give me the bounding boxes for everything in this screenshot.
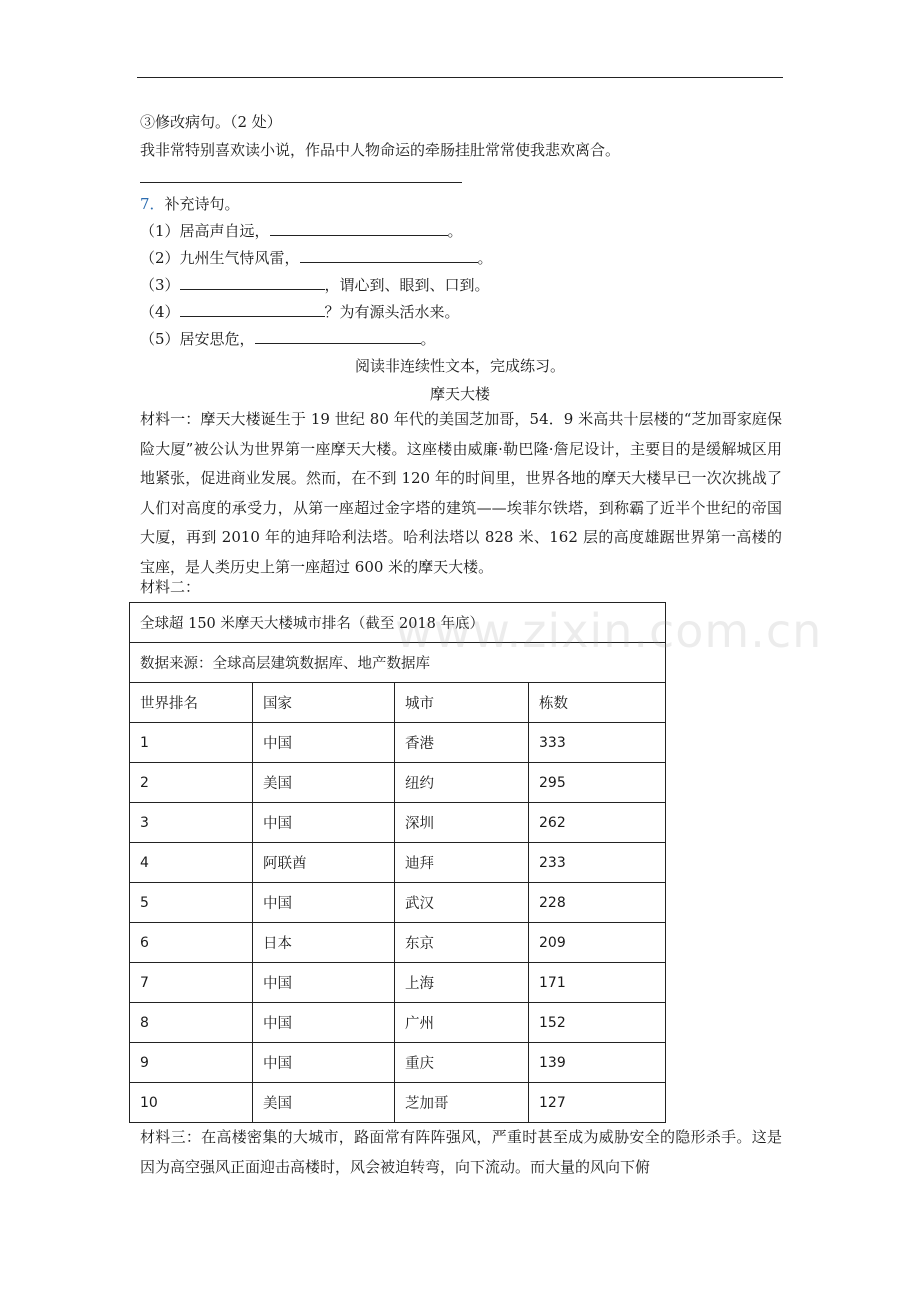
item-text: ，谓心到、眼到、口到。: [324, 276, 490, 294]
rank-cell: 8: [130, 1003, 253, 1043]
q7-item-2: [140, 248, 493, 268]
column-header: 城市: [395, 683, 529, 723]
table-row: [130, 883, 666, 923]
city-cell: 上海: [395, 963, 529, 1003]
q7-item-4: [140, 302, 460, 322]
rank-cell: 7: [130, 963, 253, 1003]
count-cell: 228: [529, 883, 666, 923]
city-cell: 重庆: [395, 1043, 529, 1083]
city-cell: 香港: [395, 723, 529, 763]
city-cell: 东京: [395, 923, 529, 963]
answer-line[interactable]: [140, 182, 462, 183]
item-text: 。: [420, 330, 436, 348]
item-text: ？为有源头活水来。: [324, 303, 460, 321]
count-cell: 233: [529, 843, 666, 883]
count-cell: 209: [529, 923, 666, 963]
reading-instruction: 阅读非连续性文本，完成练习。: [354, 357, 565, 375]
count-cell: 295: [529, 763, 666, 803]
rank-cell: 6: [130, 923, 253, 963]
country-cell: 中国: [253, 1003, 395, 1043]
material-two-label: 材料二：: [140, 578, 201, 596]
column-header: 栋数: [529, 683, 666, 723]
reading-title: 摩天大楼: [429, 385, 490, 403]
rank-cell: 10: [130, 1083, 253, 1123]
table-row: [130, 1083, 666, 1123]
fill-blank[interactable]: [255, 329, 421, 344]
fill-blank[interactable]: [300, 248, 478, 263]
table-title: 全球超 150 米摩天大楼城市排名（截至 2018 年底）: [130, 603, 666, 643]
q7-item-3: [140, 275, 490, 295]
rank-cell: 9: [130, 1043, 253, 1083]
rank-cell: 3: [130, 803, 253, 843]
count-cell: 171: [529, 963, 666, 1003]
country-cell: 中国: [253, 1043, 395, 1083]
table-row: [130, 1043, 666, 1083]
count-cell: 127: [529, 1083, 666, 1123]
country-cell: 日本: [253, 923, 395, 963]
column-header: 国家: [253, 683, 395, 723]
table-source: 数据来源：全球高层建筑数据库、地产数据库: [130, 643, 666, 683]
count-cell: 139: [529, 1043, 666, 1083]
country-cell: 美国: [253, 763, 395, 803]
city-cell: 武汉: [395, 883, 529, 923]
column-header: 世界排名: [130, 683, 253, 723]
city-cell: 芝加哥: [395, 1083, 529, 1123]
item-text: （5）居安思危，: [140, 330, 255, 348]
country-cell: 美国: [253, 1083, 395, 1123]
q7-item-5: [140, 329, 436, 349]
item-text: 。: [477, 249, 493, 267]
item-text: 。: [447, 222, 463, 240]
question-title: 补充诗句。: [164, 195, 240, 213]
q7-item-1: [140, 221, 463, 241]
watermark: www.zixin.com.cn: [395, 604, 823, 658]
material-one: 材料一：摩天大楼诞生于 19 世纪 80 年代的美国芝加哥，54．9 米高共十层楼的“芝加哥家庭保险大厦”被公认为世界第一座摩天大楼。这座楼由威廉·勒巴隆·詹尼设计，主要目的是缓解城区用地紧张，促进商业发展。然而，在不到 120 年的时间里，世界各地的摩天大楼早已一次次挑战了人们对高度的承受力，从第一座超过金字塔的建筑——埃菲尔铁塔，到称霸了近半个世纪的帝国大厦，再到 2010 年的迪拜哈利法塔。哈利法塔以 828 米、162 层的高度雄踞世界第一高楼的宝座，是人类历史上第一座超过 600 米的摩天大楼。: [140, 410, 782, 576]
table-row: [130, 923, 666, 963]
country-cell: 中国: [253, 883, 395, 923]
table-row: [130, 803, 666, 843]
material-three: 材料三：在高楼密集的大城市，路面常有阵阵强风，严重时甚至成为威胁安全的隐形杀手。这是因为高空强风正面迎击高楼时，风会被迫转弯，向下流动。而大量的风向下俯: [140, 1128, 782, 1176]
table-row: [130, 763, 666, 803]
table-header-row: [130, 683, 666, 723]
country-cell: 中国: [253, 803, 395, 843]
q6-sub3-label: ③修改病句。（2 处）: [140, 113, 282, 131]
item-text: （2）九州生气恃风雷，: [140, 249, 300, 267]
q6-sub3-sentence: 我非常特别喜欢读小说，作品中人物命运的牵肠挂肚常常使我悲欢离合。: [140, 141, 621, 159]
country-cell: 中国: [253, 723, 395, 763]
city-cell: 深圳: [395, 803, 529, 843]
q7-heading: [140, 194, 240, 214]
table-row: [130, 963, 666, 1003]
fill-blank[interactable]: [180, 275, 325, 290]
count-cell: 152: [529, 1003, 666, 1043]
fill-blank[interactable]: [270, 221, 448, 236]
city-cell: 纽约: [395, 763, 529, 803]
item-text: （1）居高声自远，: [140, 222, 270, 240]
city-cell: 迪拜: [395, 843, 529, 883]
count-cell: 262: [529, 803, 666, 843]
rank-cell: 1: [130, 723, 253, 763]
fill-blank[interactable]: [180, 302, 325, 317]
header-rule: [137, 77, 783, 78]
item-text: （4）: [140, 303, 180, 321]
rank-cell: 2: [130, 763, 253, 803]
city-cell: 广州: [395, 1003, 529, 1043]
rank-cell: 4: [130, 843, 253, 883]
item-text: （3）: [140, 276, 180, 294]
table-title-row: [130, 603, 666, 643]
city-ranking-table: [129, 602, 666, 1123]
country-cell: 中国: [253, 963, 395, 1003]
table-row: [130, 843, 666, 883]
question-number: 7．: [140, 195, 165, 213]
table-row: [130, 723, 666, 763]
table-source-row: [130, 643, 666, 683]
rank-cell: 5: [130, 883, 253, 923]
table-row: [130, 1003, 666, 1043]
country-cell: 阿联酋: [253, 843, 395, 883]
count-cell: 333: [529, 723, 666, 763]
